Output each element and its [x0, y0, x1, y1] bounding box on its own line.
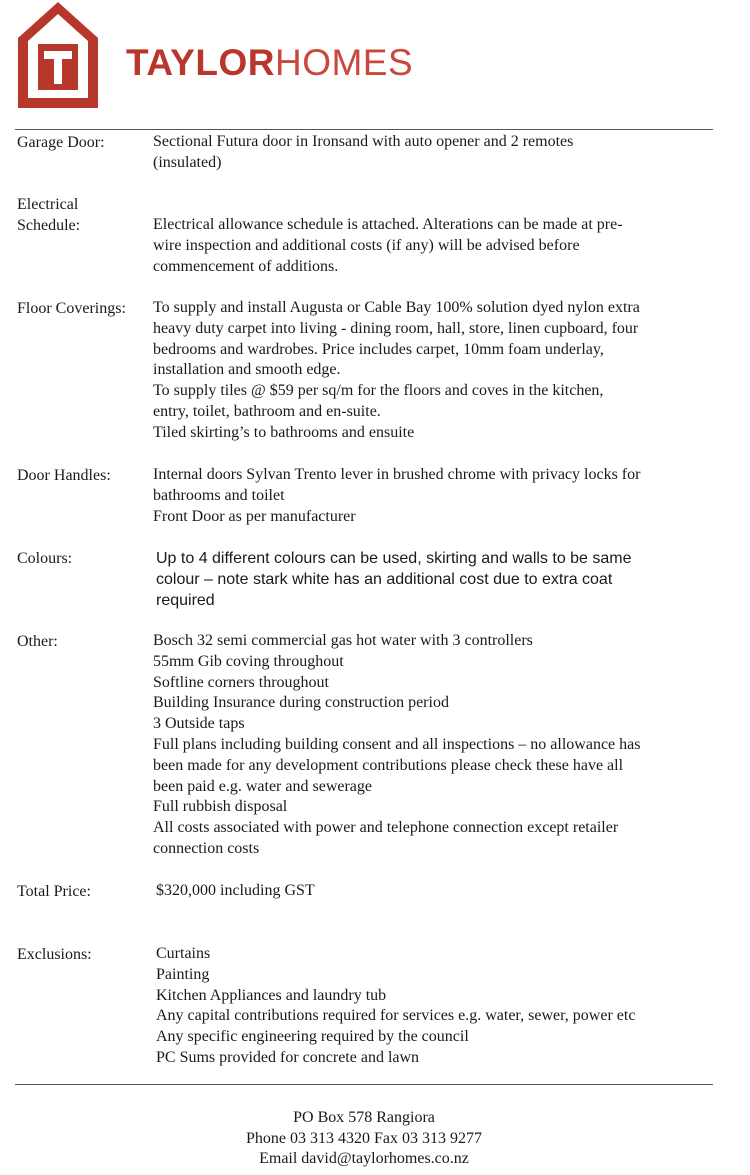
footer-address: PO Box 578 Rangiora: [293, 1109, 435, 1126]
spec-value-electrical-schedule: Electrical allowance schedule is attached. Alterations can be made at pre- wire inspection and additional costs (if any) will be advised before commencement of additions.: [153, 216, 623, 275]
header-divider: [15, 129, 713, 130]
spec-label-floor-coverings: Floor Coverings:: [17, 300, 126, 317]
spec-value-total-price: $320,000 including GST: [156, 882, 315, 899]
footer-divider: [15, 1084, 713, 1085]
spec-label-garage-door: Garage Door:: [17, 134, 105, 151]
spec-label-other: Other:: [17, 633, 58, 650]
spec-value-colours: Up to 4 different colours can be used, skirting and walls to be same colour – note stark white has an additional cost due to extra coat required: [156, 550, 632, 609]
spec-value-other: Bosch 32 semi commercial gas hot water with 3 controllers 55mm Gib coving throughout Softline corners throughout Building Insurance during construction period 3 Outside taps Full plans including building consent and all inspections – no allowance has been made for any development contributions please check these have all been paid e.g. water and sewerage Full rubbish disposal All costs associated with power and telephone connection except retailer connection costs: [153, 632, 641, 857]
company-name-bold: TAYLOR: [126, 42, 275, 83]
spec-label-colours: Colours:: [17, 550, 73, 567]
spec-label-electrical-schedule: Electrical Schedule:: [17, 196, 81, 234]
footer-email[interactable]: Email david@taylorhomes.co.nz: [259, 1150, 469, 1167]
taylor-homes-logo-icon: [16, 0, 100, 110]
footer-contact: [0, 1108, 728, 1170]
spec-value-door-handles: Internal doors Sylvan Trento lever in brushed chrome with privacy locks for bathrooms and toilet Front Door as per manufacturer: [153, 466, 641, 525]
spec-label-total-price: Total Price:: [17, 883, 91, 900]
company-name-light: HOMES: [274, 42, 414, 83]
spec-value-floor-coverings: To supply and install Augusta or Cable Bay 100% solution dyed nylon extra heavy duty carpet into living - dining room, hall, store, linen cupboard, four bedrooms and wardrobes. Price includes carpet, 10mm foam underlay, installation and smooth edge. To supply tiles @ $59 per sq/m for the floors and coves in the kitchen, entry, toilet, bathroom and en-suite. Tiled skirting’s to bathrooms and ensuite: [153, 299, 640, 441]
company-name: [126, 44, 413, 81]
spec-value-garage-door: Sectional Futura door in Ironsand with auto opener and 2 remotes (insulated): [153, 133, 574, 171]
footer-phone: Phone 03 313 4320 Fax 03 313 9277: [246, 1129, 482, 1147]
spec-label-exclusions: Exclusions:: [17, 946, 92, 963]
spec-value-exclusions: Curtains Painting Kitchen Appliances and laundry tub Any capital contributions required for services e.g. water, sewer, power etc Any specific engineering required by the council PC Sums provided for concrete and lawn: [156, 945, 636, 1066]
spec-label-door-handles: Door Handles:: [17, 467, 111, 484]
